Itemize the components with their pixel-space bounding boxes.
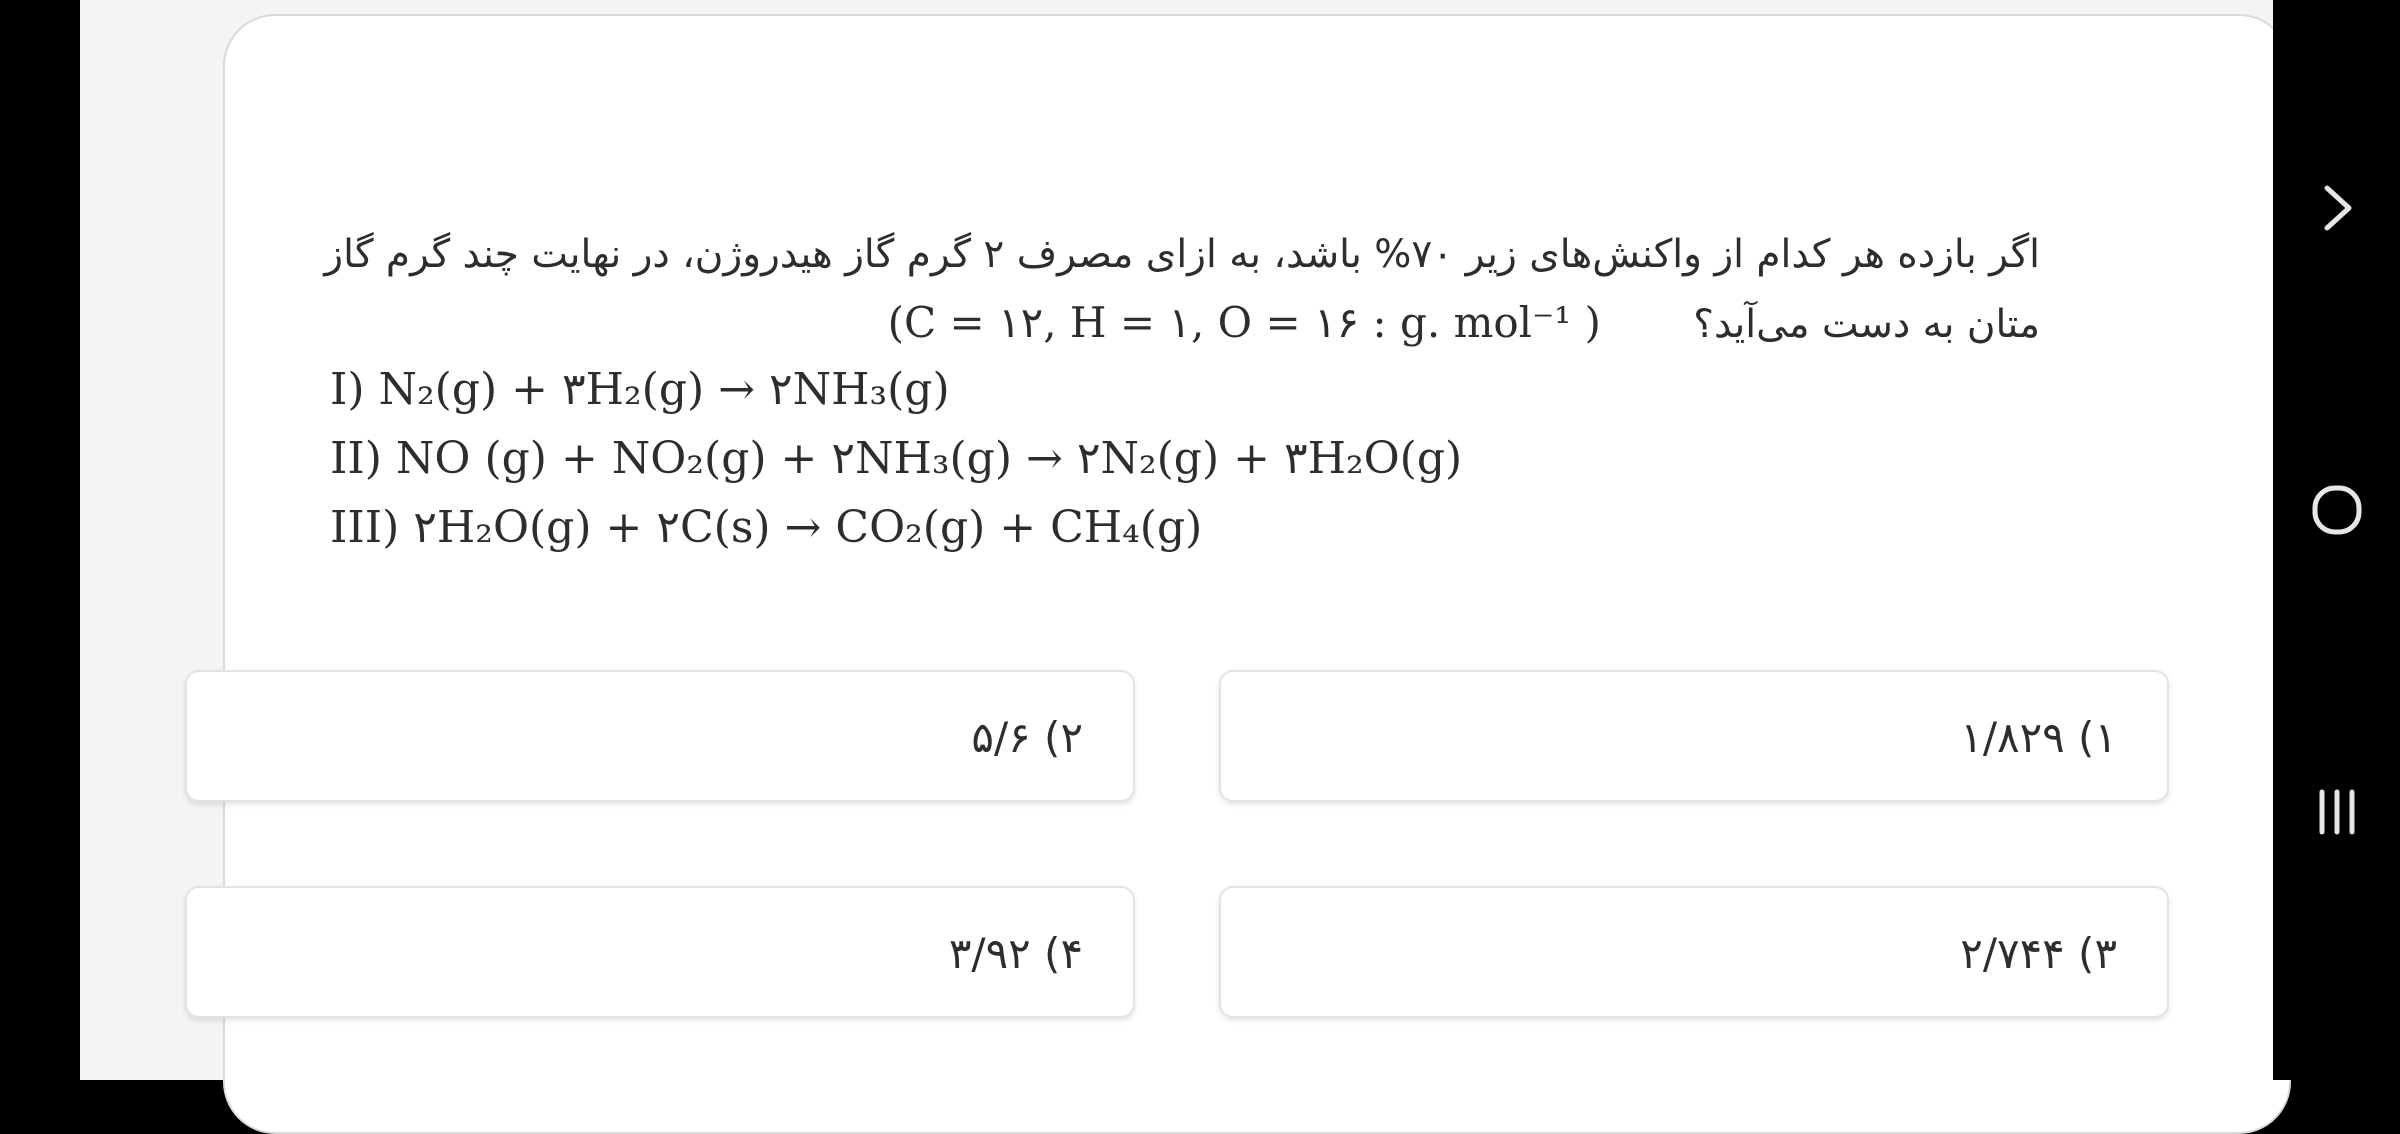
option-1-label: ۱) ۱/۸۲۹ xyxy=(1960,713,2117,762)
reaction-3: III) ۲H₂O(g) + ۲C(s) → CO₂(g) + CH₄(g) xyxy=(330,502,1203,553)
reactions-list xyxy=(330,355,1830,562)
option-4-label: ۴) ۳/۹۲ xyxy=(948,929,1083,978)
home-circle-icon xyxy=(2307,480,2367,540)
recents-icon xyxy=(2307,782,2367,842)
home-button[interactable] xyxy=(2273,480,2400,600)
option-2-button[interactable] xyxy=(185,670,1135,802)
reaction-1: I) N₂(g) + ۳H₂(g) → ۲NH₃(g) xyxy=(330,364,950,415)
question-line-2 xyxy=(320,289,2040,359)
option-1-button[interactable] xyxy=(1219,670,2169,802)
reaction-2: II) NO (g) + NO₂(g) + ۲NH₃(g) → ۲N₂(g) + ۳H₂O(g) xyxy=(330,433,1463,484)
recents-button[interactable] xyxy=(2273,782,2400,902)
option-3-button[interactable] xyxy=(1219,886,2169,1018)
chevron-right-icon xyxy=(2307,178,2367,238)
back-button[interactable] xyxy=(2273,178,2400,298)
question-line-2-text: متان به دست می‌آید؟ xyxy=(1693,302,2040,347)
system-navigation-bar xyxy=(2273,0,2400,1080)
question-text xyxy=(320,221,2040,359)
question-line-1: اگر بازده هر کدام از واکنش‌های زیر ۷۰% باشد، به ازای مصرف ۲ گرم گاز هیدروژن، در نهایت چند گرم گاز xyxy=(324,232,2040,277)
option-4-button[interactable] xyxy=(185,886,1135,1018)
option-2-label: ۲) ۵/۶ xyxy=(971,713,1083,762)
option-3-label: ۳) ۲/۷۴۴ xyxy=(1960,929,2117,978)
molar-mass-formula: (C = ۱۲, H = ۱, O = ۱۶ : g. mol⁻¹ ) xyxy=(887,298,1601,347)
